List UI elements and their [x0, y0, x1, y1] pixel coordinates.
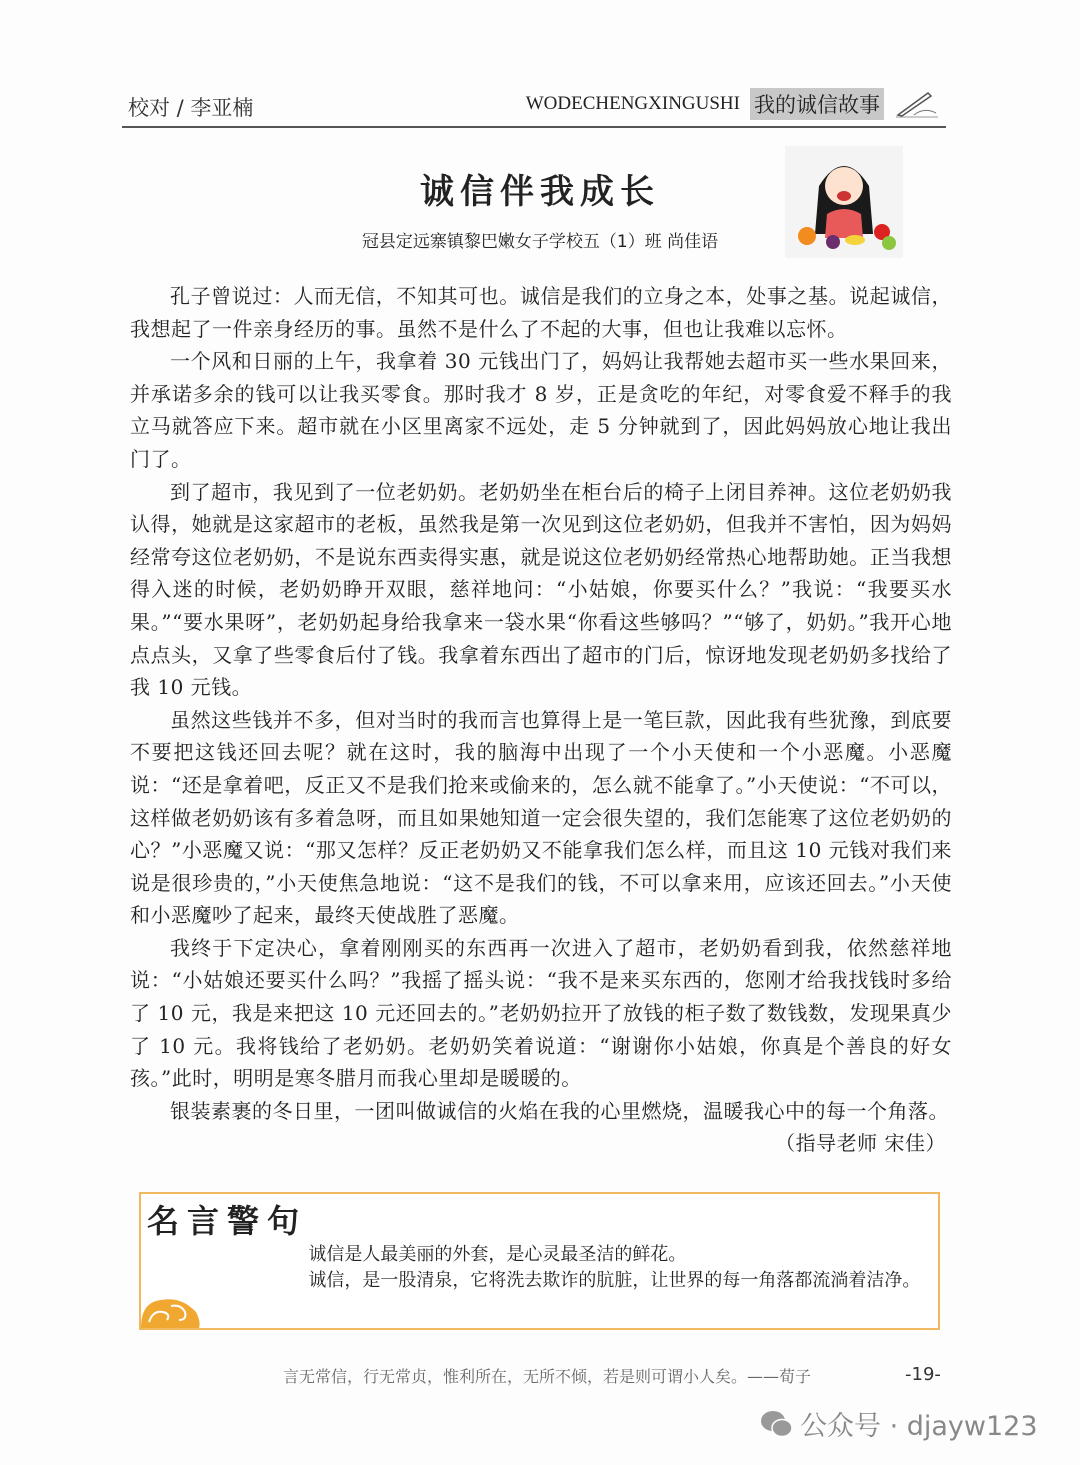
watermark-text: 公众号 · djayw123: [800, 1411, 1038, 1442]
paragraph: 我终于下定决心，拿着刚刚买的东西再一次进入了超市，老奶奶看到我，依然慈祥地说：“小姑娘还要买什么吗？”我摇了摇头说：“我不是来买东西的，您刚才给我找钱时多给了 10 元，我是来把这 10 元还回去的。”老奶奶拉开了放钱的柜子数了数钱数，发现果真少了 10 元。我将钱给了老奶奶。老奶奶笑着说道：“谢谢你小姑娘，你真是个善良的好女孩。”此时，明明是寒冬腊月而我心里却是暖暖的。: [130, 935, 952, 1091]
paragraph: 孔子曾说过：人而无信，不知其可也。诚信是我们的立身之本，处事之基。说起诚信，我想起了一件亲身经历的事。虽然不是什么了不起的大事，但也让我难以忘怀。: [130, 284, 952, 341]
column-header: [526, 88, 940, 120]
column-title-cn: 我的诚信故事: [750, 88, 884, 120]
quotes-box: [139, 1192, 940, 1330]
paragraph: 虽然这些钱并不多，但对当时的我而言也算得上是一笔巨款，因此我有些犹豫，到底要不要把这钱还回去呢？就在这时，我的脑海中出现了一个小天使和一个小恶魔。小恶魔说：“还是拿着吧，反正又不是我们抢来或偷来的，怎么就不能拿了。”小天使说：“不可以，这样做老奶奶该有多着急呀，而且如果她知道一定会很失望的，我们怎能寒了这位老奶奶的心？”小恶魔又说：“那又怎样？反正老奶奶又不能拿我们怎么样，而且这 10 元钱对我们来说是很珍贵的，”小天使焦急地说：“这不是我们的钱，不可以拿来用，应该还回去。”小天使和小恶魔吵了起来，最终天使战胜了恶魔。: [130, 707, 952, 928]
quote-line: 诚信，是一股清泉，它将洗去欺诈的肮脏，让世界的每一角落都流淌着洁净。: [308, 1270, 921, 1291]
wechat-icon: [760, 1409, 794, 1439]
page-number: -19-: [905, 1364, 941, 1385]
proofreader-label: 校对 / 李亚楠: [128, 96, 254, 120]
teacher-signature: （指导老师 宋佳）: [775, 1131, 946, 1156]
article-body: [130, 280, 952, 1160]
article-author: 冠县定远寨镇黎巴嫩女子学校五（1）班 尚佳语: [361, 232, 719, 252]
paragraph: 到了超市，我见到了一位老奶奶。老奶奶坐在柜台后的椅子上闭目养神。这位老奶奶我认得，她就是这家超市的老板，虽然我是第一次见到这位老奶奶，但我并不害怕，因为妈妈经常夸这位老奶奶，不是说东西卖得实惠，就是说这位老奶奶经常热心地帮助她。正当我想得入迷的时候，老奶奶睁开双眼，慈祥地问：“小姑娘，你要买什么？”我说：“我要买水果。”“要水果呀”，老奶奶起身给我拿来一袋水果“你看这些够吗？”“够了，奶奶。”我开心地点点头，又拿了些零食后付了钱。我拿着东西出了超市的门后，惊讶地发现老奶奶多找给了我 10 元钱。: [130, 479, 952, 700]
quotes-text: [267, 1242, 933, 1294]
header-divider: [122, 126, 946, 128]
watermark: [760, 1404, 1038, 1443]
quotes-title: 名言警句: [147, 1202, 308, 1240]
cloud-ornament-icon: [141, 1292, 201, 1328]
column-title-en: WODECHENGXINGUSHI: [525, 93, 740, 114]
footer-quote: 言无常信，行无常贞，惟利所在，无所不倾，若是则可谓小人矣。——荀子: [283, 1367, 812, 1386]
paragraph: 银装素裹的冬日里，一团叫做诚信的火焰在我的心里燃烧，温暖我心中的每一个角落。: [170, 1098, 949, 1123]
paragraph: 一个风和日丽的上午，我拿着 30 元钱出门了，妈妈让我帮她去超市买一些水果回来，并承诺多余的钱可以让我买零食。那时我才 8 岁，正是贪吃的年纪，对零食爱不释手的我立马就答应下来。超市就在小区里离家不远处，走 5 分钟就到了，因此妈妈放心地让我出门了。: [130, 349, 952, 471]
girl-with-fruit-illustration: [785, 146, 903, 258]
article-title: 诚信伴我成长: [420, 172, 660, 212]
quote-line: 诚信是人最美丽的外套，是心灵最圣洁的鲜花。: [308, 1244, 687, 1265]
pen-hand-icon: [894, 89, 940, 119]
